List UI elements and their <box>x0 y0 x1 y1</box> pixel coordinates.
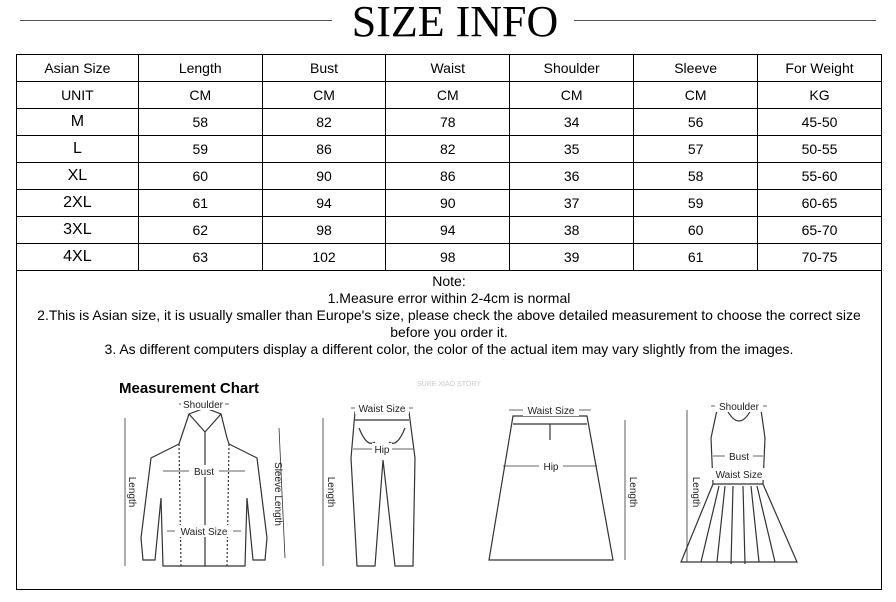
table-cell: 61 <box>138 190 262 217</box>
measurement-chart-title: Measurement Chart <box>119 380 260 397</box>
table-cell: 90 <box>262 163 386 190</box>
table-cell: Bust <box>262 55 386 82</box>
shirt-shoulder-label: Shoulder <box>182 400 224 411</box>
table-cell: 3XL <box>17 217 139 244</box>
table-cell: 90 <box>386 190 510 217</box>
note-heading: Note: <box>432 273 466 289</box>
table-cell: 34 <box>510 109 634 136</box>
table-cell: 70-75 <box>758 244 882 271</box>
table-cell: 36 <box>510 163 634 190</box>
note-line-3: 3. As different computers display a different color, the color of the actual item may vary slightly from the images. <box>104 341 794 357</box>
size-table <box>16 54 882 271</box>
table-cell: 59 <box>634 190 758 217</box>
table-row <box>17 136 882 163</box>
table-cell: For Weight <box>758 55 882 82</box>
table-cell: 4XL <box>17 244 139 271</box>
table-cell: Length <box>138 55 262 82</box>
table-row <box>17 217 882 244</box>
skirt-hip-label: Hip <box>543 462 559 473</box>
table-cell: 35 <box>510 136 634 163</box>
shirt-length-label: Length <box>126 476 137 508</box>
note-line-1: 1.Measure error within 2-4cm is normal <box>327 290 571 306</box>
pants-hip-label: Hip <box>374 445 390 456</box>
table-header-row <box>17 55 882 82</box>
table-cell: 60-65 <box>758 190 882 217</box>
table-cell: 62 <box>138 217 262 244</box>
table-cell: 60 <box>634 217 758 244</box>
table-cell: 82 <box>386 136 510 163</box>
table-row <box>17 244 882 271</box>
shirt-waist-label: Waist Size <box>180 527 228 538</box>
skirt-length-label: Length <box>627 476 638 508</box>
table-cell: 63 <box>138 244 262 271</box>
table-cell: 55-60 <box>758 163 882 190</box>
table-cell: 45-50 <box>758 109 882 136</box>
table-cell: 86 <box>386 163 510 190</box>
shirt-bust-label: Bust <box>193 467 215 478</box>
table-cell: 39 <box>510 244 634 271</box>
page-title: SIZE INFO <box>351 0 559 46</box>
shirt-sleeve-label: Sleeve Length <box>272 462 283 526</box>
table-cell: CM <box>138 82 262 109</box>
table-cell: XL <box>17 163 139 190</box>
table-cell: Waist <box>386 55 510 82</box>
title-divider-left <box>20 20 332 21</box>
dress-length-label: Length <box>690 476 701 508</box>
notes-text <box>17 270 881 358</box>
table-cell: 38 <box>510 217 634 244</box>
table-cell: 58 <box>138 109 262 136</box>
table-cell: 98 <box>262 217 386 244</box>
table-cell: CM <box>510 82 634 109</box>
table-cell: 65-70 <box>758 217 882 244</box>
dress-waist-label: Waist Size <box>715 470 763 481</box>
table-cell: 98 <box>386 244 510 271</box>
watermark: SURE XIAO STORY <box>417 381 481 388</box>
note-line-2: 2.This is Asian size, it is usually smaller than Europe's size, please check the above detailed measurement to choose the correct size before you order it. <box>37 307 861 340</box>
table-cell: 37 <box>510 190 634 217</box>
table-cell: L <box>17 136 139 163</box>
table-cell: 78 <box>386 109 510 136</box>
table-cell: 82 <box>262 109 386 136</box>
table-row <box>17 190 882 217</box>
table-cell: 57 <box>634 136 758 163</box>
shirt-diagram <box>117 398 297 578</box>
table-row <box>17 163 882 190</box>
table-cell: 50-55 <box>758 136 882 163</box>
skirt-diagram <box>487 398 647 578</box>
table-cell: KG <box>758 82 882 109</box>
pants-length-label: Length <box>325 476 336 508</box>
table-cell: 56 <box>634 109 758 136</box>
table-cell: 58 <box>634 163 758 190</box>
table-cell: CM <box>262 82 386 109</box>
title-row <box>0 0 896 50</box>
table-cell: UNIT <box>17 82 139 109</box>
title-divider-right <box>574 20 876 21</box>
table-cell: M <box>17 109 139 136</box>
table-cell: Sleeve <box>634 55 758 82</box>
table-cell: 86 <box>262 136 386 163</box>
notes-panel <box>16 270 882 590</box>
table-cell: Asian Size <box>17 55 139 82</box>
table-cell: 94 <box>262 190 386 217</box>
table-row <box>17 109 882 136</box>
table-cell: CM <box>386 82 510 109</box>
table-cell: CM <box>634 82 758 109</box>
table-cell: 94 <box>386 217 510 244</box>
skirt-waist-label: Waist Size <box>527 406 575 417</box>
table-cell: 60 <box>138 163 262 190</box>
table-cell: 2XL <box>17 190 139 217</box>
dress-bust-label: Bust <box>728 452 750 463</box>
table-cell: 59 <box>138 136 262 163</box>
pants-diagram <box>311 398 431 578</box>
table-cell: 61 <box>634 244 758 271</box>
dress-shoulder-label: Shoulder <box>718 402 760 413</box>
table-cell: 102 <box>262 244 386 271</box>
table-cell: Shoulder <box>510 55 634 82</box>
dress-diagram <box>667 398 817 578</box>
pants-waist-label: Waist Size <box>358 404 406 415</box>
table-unit-row <box>17 82 882 109</box>
